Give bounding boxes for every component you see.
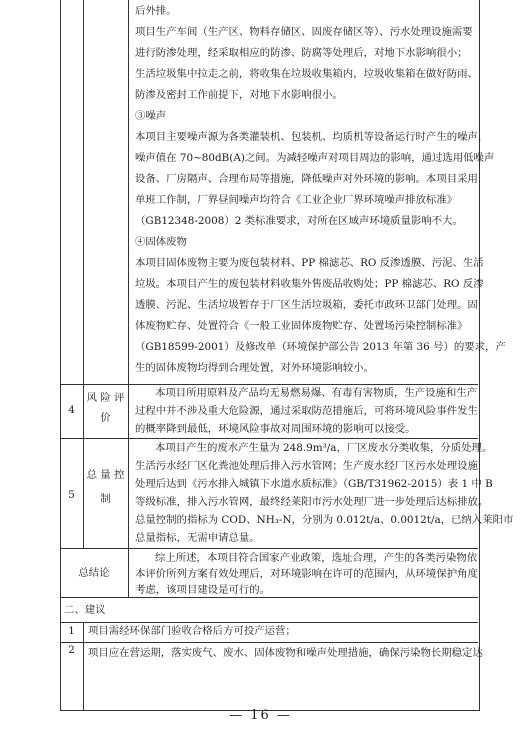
suggestion-text: 项目需经环保部门验收合格后方可投产运营； — [88, 625, 296, 637]
risk-line: 过程中并不涉及重大危险源，通过采取防范措施后，可将环境风险事件发生 — [135, 405, 478, 417]
col-divider-conclusion — [128, 548, 129, 597]
page-number: — 16 — — [229, 708, 292, 723]
conclusion-line: 本评价所列方案有效处理后，对环境影响在许可的范围内，从环境保护角度 — [135, 568, 478, 580]
total-control-line: 总量指标，无需申请总量。 — [135, 532, 260, 544]
col-divider-label — [128, 0, 129, 548]
row-line-item2-top — [60, 642, 478, 643]
row-label: 制 — [100, 493, 111, 505]
suggestion-number: 2 — [68, 644, 75, 656]
content-line: 后外排。 — [135, 5, 177, 17]
content-line: （GB18599-2001）及修改单（环境保护部公告 2013 年第 36 号）的要求，产 — [135, 341, 506, 353]
row-number: 5 — [68, 489, 75, 501]
content-line: ④固体废物 — [135, 236, 187, 248]
conclusion-line: 综上所述，本项目符合国家产业政策，选址合理，产生的各类污染物依 — [155, 552, 478, 564]
total-control-line: 本项目产生的废水产生量为 248.9m³/a，厂区废水分类收集，分质处理。 — [155, 442, 493, 454]
row-number: 4 — [68, 404, 75, 416]
total-control-line: 生活污水经厂区化粪池处理后排入污水管网；生产废水经厂区污水处理设施 — [135, 460, 478, 472]
total-control-line: 处理后达到《污水排入城镇下水道水质标准》（GB/T31962-2015）表 1 中 B — [135, 478, 493, 490]
suggestion-number: 1 — [68, 625, 75, 637]
row-label: 风 险 评 — [86, 392, 125, 404]
col-divider-suggest-1 — [83, 622, 84, 710]
content-line: 设备、厂房隔声、合理布局等措施，降低噪声对外环境的影响。本项目采用 — [135, 173, 478, 185]
total-control-line: 总量控制的指标为 COD、NH₃-N，分别为 0.012t/a、0.0012t/a，已纳入莱阳市 — [135, 514, 514, 526]
total-control-line: 等级标准，排入污水管网，最终经莱阳市污水处理厂进一步处理后达标排放。 — [135, 496, 489, 508]
suggestions-heading: 二、建议 — [64, 604, 106, 616]
content-line: 本项目固体废物主要为废包装材料、PP 棉滤芯、RO 反渗透膜、污泥、生活 — [135, 257, 484, 269]
content-line: 透膜、污泥、生活垃圾暂存于厂区生活垃圾箱，委托市政环卫部门处理。固 — [135, 299, 478, 311]
content-line: （GB12348-2008）2 类标准要求，对所在区域声环境质量影响不大。 — [135, 215, 463, 227]
content-line: 进行防渗处理，经采取相应的防渗、防腐等处理后，对地下水影响很小； — [135, 47, 468, 59]
content-line: 生活垃圾集中拉走之前，将收集在垃圾收集箱内，垃圾收集箱在做好防雨、 — [135, 68, 478, 80]
conclusion-line: 考虑，该项目建设是可行的。 — [135, 584, 271, 596]
content-line: 项目生产车间（生产区、物料存储区、固废存储区等）、污水处理设施需要 — [135, 26, 473, 38]
content-line: 单班工作制，厂界昼间噪声均符合《工业企业厂界环境噪声排放标准》 — [135, 194, 458, 206]
content-line: 防渗及密封工作前提下，对地下水影响很小。 — [135, 89, 343, 101]
row-label: 价 — [100, 412, 111, 424]
risk-line: 本项目所用原料及产品均无易燃易爆、有毒有害物质，生产设施和生产 — [155, 387, 478, 399]
row-label: 总 量 控 — [86, 469, 125, 481]
content-line: 垃圾。本项目产生的废包装材料收集外售废品收购处；PP 棉滤芯、RO 反渗 — [135, 278, 484, 290]
conclusion-label: 总结论 — [78, 567, 110, 579]
content-line: 本项目主要噪声源为各类灌装机、包装机、均质机等设备运行时产生的噪声， — [135, 131, 489, 143]
suggestion-text: 项目应在营运期，落实废气、废水、固体废物和噪声处理措施，确保污染物长期稳定达 — [88, 647, 483, 659]
content-line: 生的固体废物均得到合理处置，对外环境影响较小。 — [135, 362, 374, 374]
content-line: ③噪声 — [135, 110, 167, 122]
risk-line: 的概率降到最低，环境风险事故对周围环境的影响可以接受。 — [135, 423, 416, 435]
content-line: 噪声值在 70~80dB(A)之间。为减轻噪声对项目周边的影响，通过选用低噪声 — [135, 152, 495, 164]
content-line: 体废物贮存、处置符合《一般工业固体废物贮存、处置场污染控制标准》 — [135, 320, 468, 332]
